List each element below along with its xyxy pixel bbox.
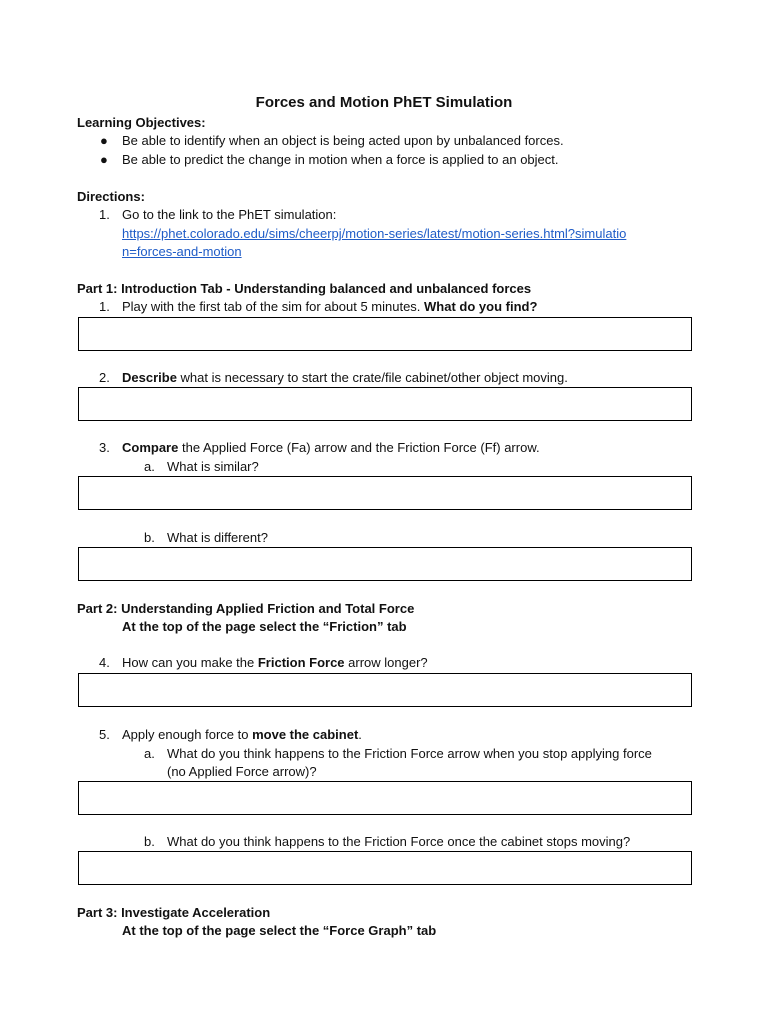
question-5b: What do you think happens to the Friction Force once the cabinet stops moving?: [167, 834, 631, 849]
objectives-heading: Learning Objectives:: [77, 115, 206, 130]
step-text: Go to the link to the PhET simulation:: [122, 207, 337, 222]
question-3-bold: Compare: [122, 440, 179, 455]
question-1: [122, 298, 537, 316]
question-4-text: How can you make the: [122, 655, 258, 670]
question-3-text: the Applied Force (Fa) arrow and the Friction Force (Ff) arrow.: [178, 440, 540, 455]
sub-letter: a.: [144, 459, 155, 474]
directions-heading: Directions:: [77, 189, 145, 204]
answer-box-3b[interactable]: [78, 547, 692, 581]
answer-box-1[interactable]: [78, 317, 692, 351]
question-4-bold: Friction Force: [257, 655, 345, 670]
question-5: [122, 726, 362, 744]
page-title: Forces and Motion PhET Simulation: [255, 94, 513, 111]
question-number: 2.: [99, 370, 110, 385]
question-2: [122, 369, 568, 387]
phet-link-continued[interactable]: n=forces-and-motion: [122, 244, 242, 259]
question-number: 1.: [99, 299, 110, 314]
part1-heading: Part 1: Introduction Tab - Understanding balanced and unbalanced forces: [77, 281, 532, 296]
bullet: ●: [100, 133, 108, 148]
question-5a-line1: What do you think happens to the Friction Force arrow when you stop applying force: [167, 746, 652, 761]
question-number: 3.: [99, 440, 110, 455]
question-5-bold: move the cabinet: [252, 727, 359, 742]
question-3a: What is similar?: [167, 459, 259, 474]
bullet: ●: [100, 152, 108, 167]
question-1-bold: What do you find?: [424, 299, 538, 314]
question-number: 4.: [99, 655, 110, 670]
answer-box-5b[interactable]: [78, 851, 692, 885]
question-1-text: Play with the first tab of the sim for about 5 minutes.: [122, 299, 425, 314]
answer-box-2[interactable]: [78, 387, 692, 421]
question-5-text-end: .: [358, 727, 362, 742]
answer-box-5a[interactable]: [78, 781, 692, 815]
objective-item: Be able to identify when an object is being acted upon by unbalanced forces.: [122, 133, 564, 148]
sub-letter: a.: [144, 746, 155, 761]
part3-subheading: At the top of the page select the “Force Graph” tab: [122, 923, 437, 938]
question-3b: What is different?: [167, 530, 268, 545]
question-3: [122, 439, 540, 457]
answer-box-4[interactable]: [78, 673, 692, 707]
part2-subheading: At the top of the page select the “Friction” tab: [122, 619, 407, 634]
question-2-bold: Describe: [122, 370, 177, 385]
question-5a-line2: (no Applied Force arrow)?: [167, 764, 317, 779]
part3-heading: Part 3: Investigate Acceleration: [77, 905, 271, 920]
question-number: 5.: [99, 727, 110, 742]
question-5-text: Apply enough force to: [122, 727, 253, 742]
sub-letter: b.: [144, 834, 155, 849]
question-2-text: what is necessary to start the crate/file cabinet/other object moving.: [176, 370, 568, 385]
question-4-text-end: arrow longer?: [344, 655, 428, 670]
step-number: 1.: [99, 207, 110, 222]
answer-box-3a[interactable]: [78, 476, 692, 510]
phet-link[interactable]: https://phet.colorado.edu/sims/cheerpj/motion-series/latest/motion-series.html?simulatio: [122, 226, 627, 241]
part2-heading: Part 2: Understanding Applied Friction and Total Force: [77, 601, 415, 616]
objective-item: Be able to predict the change in motion when a force is applied to an object.: [122, 152, 559, 167]
question-4: [122, 654, 428, 672]
sub-letter: b.: [144, 530, 155, 545]
